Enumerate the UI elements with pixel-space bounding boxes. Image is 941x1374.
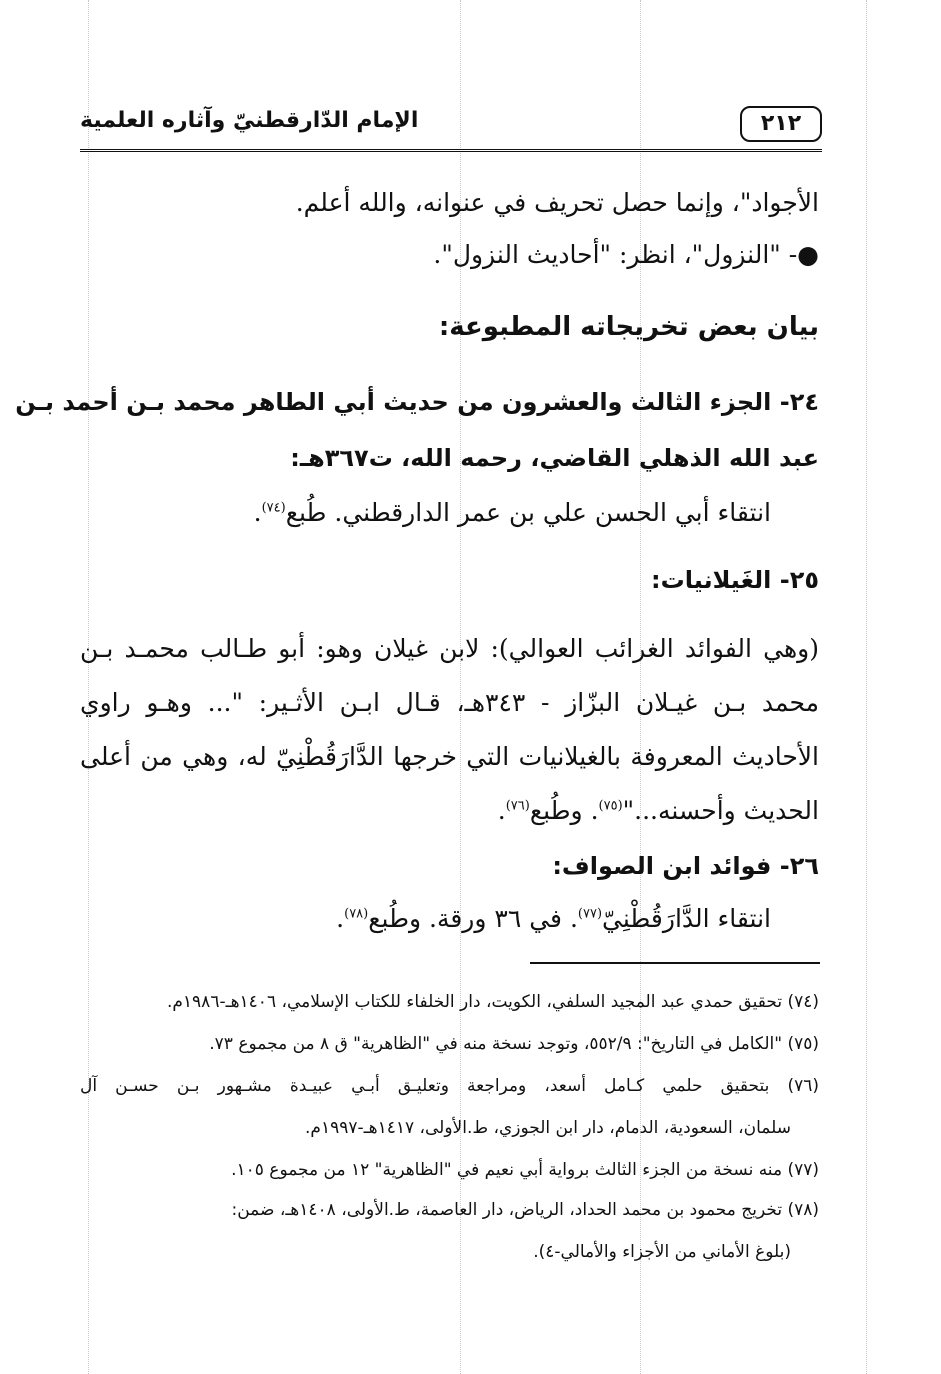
- item-25-line-2: محمد بـن غيـلان البزّاز - ٣٤٣هـ، قـال ابـن الأثـير: "... وهـو راوي: [80, 688, 819, 717]
- item-25-line-3: الأحاديث المعروفة بالغيلانيات التي خرجها الدَّارَقُطْنِيّ له، وهي من أعلى: [80, 742, 819, 771]
- footnote-77: (٧٧) منه نسخة من الجزء الثالث برواية أبي نعيم في "الظاهرية" ١٢ من مجموع ١٠٥.: [231, 1160, 819, 1180]
- item-24-heading-line-2: عبد الله الذهلي القاضي، رحمه الله، ت٣٦٧هـ:: [290, 444, 819, 472]
- footnote-74: (٧٤) تحقيق حمدي عبد المجيد السلفي، الكويت، دار الخلفاء للكتاب الإسلامي، ١٤٠٦هـ-١٩٨٦م.: [166, 992, 819, 1012]
- item-25-line-1: (وهي الفوائد الغرائب العوالي): لابن غيلان وهو: أبو طـالب محمـد بـن: [80, 634, 819, 663]
- page-number: ٢١٢: [740, 106, 822, 142]
- footnote-78: (٧٨) تخريج محمود بن محمد الحداد، الرياض، دار العاصمة، ط.الأولى، ١٤٠٨هـ، ضمن:: [231, 1200, 819, 1220]
- running-title: الإمام الدّارقطنيّ وآثاره العلمية: [80, 108, 419, 133]
- section-heading: بيان بعض تخريجاته المطبوعة:: [438, 312, 819, 342]
- footnote-separator: [530, 962, 820, 964]
- item-25-line-4: الحديث وأحسنه..."$^{(٧٥)}$. وطُبع$^{(٧٦)}$.: [497, 796, 819, 825]
- footnote-76: (٧٦) بتحقيق حلمي كـامل أسعد، ومراجعة وتعليـق أبـي عبيـدة مشـهور بـن حسـن آل: [80, 1076, 819, 1096]
- body-line: الأجواد"، وإنما حصل تحريف في عنوانه، والله أعلم.: [295, 188, 819, 217]
- footnote-78-continued: (بلوغ الأماني من الأجزاء والأمالي-٤).: [533, 1242, 791, 1262]
- item-26-description: انتقاء الدَّارَقُطْنِيّ$^{(٧٧)}$. في ٣٦ ورقة. وطُبع$^{(٧٨)}$.: [336, 904, 771, 933]
- footnote-ref-75[interactable]: (٧٥): [598, 798, 623, 814]
- body-line-bullet: ●- "النزول"، انظر: "أحاديث النزول".: [433, 240, 819, 269]
- footnote-75: (٧٥) "الكامل في التاريخ": ٥٥٢/٩، وتوجد نسخة منه في "الظاهرية" ق ٨ من مجموع ٧٣.: [209, 1034, 819, 1054]
- header-rule: [80, 149, 822, 152]
- scan-guide-line: [866, 0, 867, 1374]
- item-26-heading: ٢٦- فوائد ابن الصواف:: [552, 852, 819, 880]
- footnote-ref-74[interactable]: (٧٤): [261, 500, 286, 516]
- item-25-heading: ٢٥- الغَيلانيات:: [651, 566, 819, 594]
- item-24-description: انتقاء أبي الحسن علي بن عمر الدارقطني. طُبع$^{(٧٤)}$.: [253, 498, 771, 527]
- footnote-ref-77[interactable]: (٧٧): [577, 906, 603, 922]
- item-24-heading-line-1: ٢٤- الجزء الثالث والعشرون من حديث أبي الطاهر محمد بـن أحمد بـن: [15, 388, 819, 416]
- page-header: [80, 100, 822, 152]
- footnote-76-continued: سلمان، السعودية، الدمام، دار ابن الجوزي، ط.الأولى، ١٤١٧هـ-١٩٩٧م.: [305, 1118, 791, 1138]
- footnote-ref-78[interactable]: (٧٨): [344, 906, 369, 922]
- item-24-text: انتقاء أبي الحسن علي بن عمر الدارقطني. طُبع: [285, 498, 771, 527]
- footnote-ref-76[interactable]: (٧٦): [505, 798, 530, 814]
